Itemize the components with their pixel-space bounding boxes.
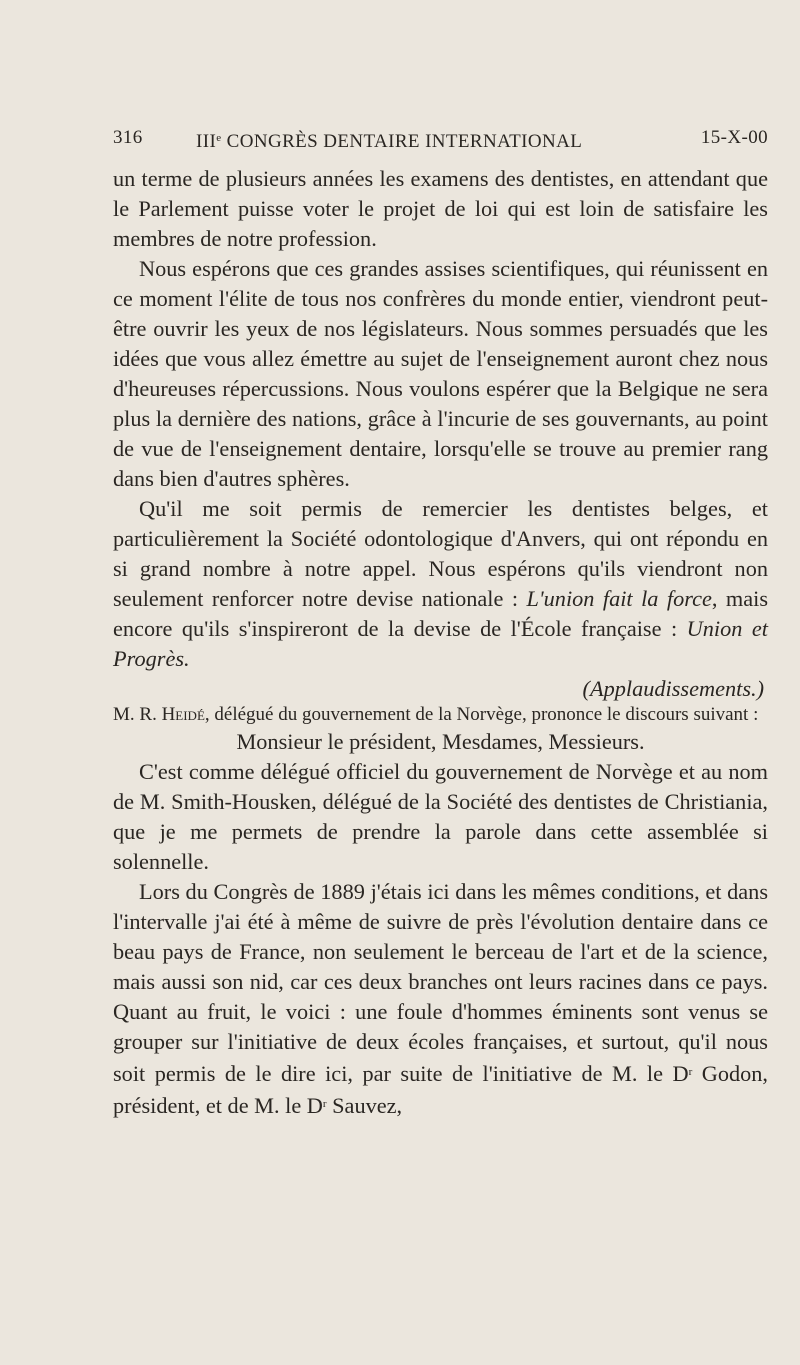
title-superscript: e <box>216 132 222 144</box>
paragraph-5-text-a: Lors du Congrès de 1889 j'étais ici dans les mêmes conditions, et dans l'intervalle j'ai été à même de suivre de près l'évolution dentaire dans ce beau pays de France, non seulement le berceau de l'art et de la science, mais aussi son nid, car ces deux branches ont leurs racines dans ce pays. Quant au fruit, le voici : une foule d'hommes éminents sont venus se grouper sur l'initiative de deux écoles françaises, et surtout, qu'il nous soit permis de le dire ici, par suite de l'initiative de M. le D <box>113 878 768 1086</box>
paragraph-4: C'est comme délégué officiel du gouvernement de Norvège et au nom de M. Smith-Housken, délégué de la Société des dentistes de Christiania, que je me permets de prendre la parole dans cette assemblée si solennelle. <box>113 758 768 874</box>
paragraph-5 <box>113 877 768 1121</box>
applause-note: (Applaudissements.) <box>582 676 764 701</box>
paragraph-3-text-a: Qu'il me soit permis de remercier les dentistes belges, et particulièrement la Société odontologique d'Anvers, qui ont répondu en si grand nombre à notre appel. Nous espérons qu'ils viendront non seulement renforcer notre devise nationale : <box>113 496 768 611</box>
running-title <box>196 126 582 154</box>
page-body <box>113 164 768 1121</box>
paragraph-1: un terme de plusieurs années les examens des dentistes, en attendant que le Parlement puisse voter le projet de loi qui est loin de satisfaire les membres de notre profession. <box>113 166 768 251</box>
speaker-intro-text: délégué du gouvernement de la Norvège, prononce le discours suivant : <box>209 704 759 725</box>
motto-french: Union et Progrès. <box>113 616 768 671</box>
title-text: CONGRÈS DENTAIRE INTERNATIONAL <box>221 131 583 152</box>
dr-superscript-1: r <box>688 1065 693 1078</box>
paragraph-2: Nous espérons que ces grandes assises scientifiques, qui réunissent en ce moment l'élite de tous nos confrères du monde entier, viendront peut-être ouvrir les yeux de nos législateurs. Nous sommes persuadés que les idées que vous allez émettre au sujet de l'enseignement auront chez nous d'heureuses répercussions. Nous voulons espérer que la Belgique ne sera plus la dernière des nations, grâce à l'incurie de ses gouvernants, au point de vue de l'enseignement dentaire, lorsqu'elle se trouve au premier rang dans bien d'autres sphères. <box>113 256 768 491</box>
paragraph-3-text-b: , mais encore qu'ils s'inspireront de la devise de l'École française : <box>113 586 768 641</box>
dr-superscript-2: r <box>322 1097 327 1110</box>
paragraph-3 <box>113 494 768 674</box>
speaker-name: M. R. Heidé, <box>113 704 210 725</box>
header-date: 15-X-00 <box>700 127 768 148</box>
page-number: 316 <box>113 127 143 148</box>
motto-belgian: L'union fait la force <box>526 586 712 611</box>
title-roman: III <box>196 131 217 152</box>
paragraph-5-text-b: Godon, président, et de M. le D <box>113 1060 768 1118</box>
speaker-intro <box>113 704 768 727</box>
salutation: Monsieur le président, Mesdames, Messieurs. <box>236 728 645 754</box>
paragraph-5-text-c: Sauvez, <box>326 1092 403 1118</box>
